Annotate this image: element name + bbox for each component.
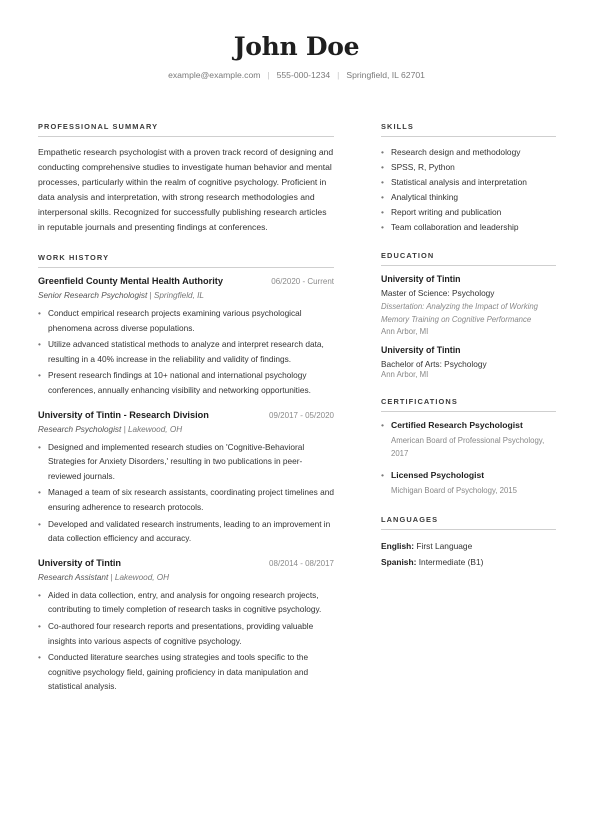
job-bullet: • Present research findings at 10+ national and international psychology conferences, annually enhancing visibility and networking opportunities. [38, 368, 334, 397]
job-dates: 09/2017 - 05/2020 [269, 410, 334, 420]
job-company: Greenfield County Mental Health Authority [38, 276, 223, 286]
job-bullet: • Designed and implemented research studies on 'Cognitive-Behavioral Strategies for Anxiety Disorders,' resulting in two publications in peer-reviewed journals. [38, 440, 334, 484]
contact-separator: | [337, 70, 340, 80]
contact-separator: | [267, 70, 270, 80]
education-title: EDUCATION [381, 251, 556, 266]
education-entry [381, 274, 556, 336]
skill-item: • Analytical thinking [381, 190, 556, 205]
certification-name: • Certified Research Psychologist [391, 420, 523, 430]
summary-title: PROFESSIONAL SUMMARY [38, 122, 334, 137]
certification-entry [381, 470, 556, 497]
education-school: University of Tintin [381, 274, 461, 284]
job-role-line [38, 425, 334, 434]
job-dates: 06/2020 - Current [271, 277, 334, 286]
education-location: Ann Arbor, MI [381, 370, 429, 379]
job-role: Research Assistant [38, 572, 109, 582]
job-location: | Lakewood, OH [123, 424, 183, 434]
job-bullet: • Co-authored four research reports and presentations, providing valuable insights into various aspects of cognitive psychology. [38, 619, 334, 648]
language-entry [381, 538, 556, 554]
contact-phone[interactable]: 555-000-1234 [276, 70, 331, 80]
contact-line [0, 70, 593, 80]
work-history-title: WORK HISTORY [38, 253, 334, 268]
job-role-line [38, 573, 334, 582]
skills-list [381, 145, 556, 235]
job-bullet: • Utilize advanced statistical methods to analyze and interpret research data, resulting in a 40% increase in the reliability and validity of findings. [38, 337, 334, 366]
language-entry [381, 554, 556, 570]
certification-entry [381, 420, 556, 460]
job-bullet: • Conduct empirical research projects examining various psychological phenomena across diverse populations. [38, 306, 334, 335]
job-bullet: • Conducted literature searches using strategies and tools specific to the cognitive psychology field, gaining proficiency in data manipulation and statistical analysis. [38, 650, 334, 694]
education-thesis: Dissertation: Analyzing the Impact of Working Memory Training on Cognitive Performance [381, 302, 539, 324]
language-level: Intermediate (B1) [418, 557, 484, 567]
skills-title: SKILLS [381, 122, 556, 137]
language-level: First Language [416, 541, 473, 551]
contact-email[interactable]: example@example.com [168, 70, 261, 80]
job-location: | Springfield, IL [149, 291, 204, 300]
education-degree: Master of Science: Psychology [381, 288, 495, 298]
summary-text: Empathetic research psychologist with a proven track record of designing and conducting comprehensive studies to investigate human behavior and mental processes, particularly within the realm of cognitive psychology. Proficient in data analysis and interpretation, with strong research methodologies and interpersonal skills. Recognized for successfully publishing research articles in reputable journals and presenting findings at conferences. [38, 147, 334, 232]
job-bullet: • Managed a team of six research assistants, coordinating project timelines and ensuring adherence to research protocols. [38, 485, 334, 514]
skill-item: • Report writing and publication [381, 205, 556, 220]
education-location: Ann Arbor, MI [381, 327, 429, 336]
certification-org: American Board of Professional Psychology, 2017 [391, 436, 545, 458]
education-school: University of Tintin [381, 345, 461, 355]
candidate-name: John Doe [233, 32, 360, 61]
right-column [381, 122, 556, 570]
job-role: Senior Research Psychologist [38, 291, 148, 300]
certifications-title: CERTIFICATIONS [381, 397, 556, 412]
job-role-line [38, 291, 334, 300]
job-header [38, 558, 334, 568]
job-role: Research Psychologist [38, 424, 122, 434]
job-company: University of Tintin [38, 557, 122, 568]
job-header [38, 276, 334, 286]
language-name: Spanish: [381, 557, 417, 567]
languages-title: LANGUAGES [381, 515, 556, 530]
left-column [38, 122, 334, 696]
job-header [38, 410, 334, 420]
language-name: English: [381, 541, 415, 551]
certification-name: • Licensed Psychologist [391, 470, 485, 480]
skill-item: • SPSS, R, Python [381, 160, 556, 175]
certification-org: Michigan Board of Psychology, 2015 [391, 486, 517, 495]
education-degree: Bachelor of Arts: Psychology [381, 359, 487, 369]
job-bullets [38, 440, 334, 546]
job-dates: 08/2014 - 08/2017 [269, 558, 334, 568]
job-bullets [38, 306, 334, 398]
skill-item: • Team collaboration and leadership [381, 220, 556, 235]
contact-location: Springfield, IL 62701 [346, 70, 425, 80]
job-entry [38, 558, 334, 694]
job-company: University of Tintin - Research Division [38, 409, 209, 420]
skill-item: • Statistical analysis and interpretation [381, 175, 556, 190]
job-entry [38, 276, 334, 398]
job-bullet: • Developed and validated research instruments, leading to an improvement in data collection efficiency and accuracy. [38, 517, 334, 546]
skill-item: • Research design and methodology [381, 145, 556, 160]
job-location: | Lakewood, OH [110, 572, 170, 582]
education-entry [381, 345, 556, 379]
job-bullet: • Aided in data collection, entry, and analysis for ongoing research projects, contributing to timely completion of research tasks in cognitive psychology. [38, 588, 334, 617]
job-entry [38, 410, 334, 546]
job-bullets [38, 588, 334, 694]
